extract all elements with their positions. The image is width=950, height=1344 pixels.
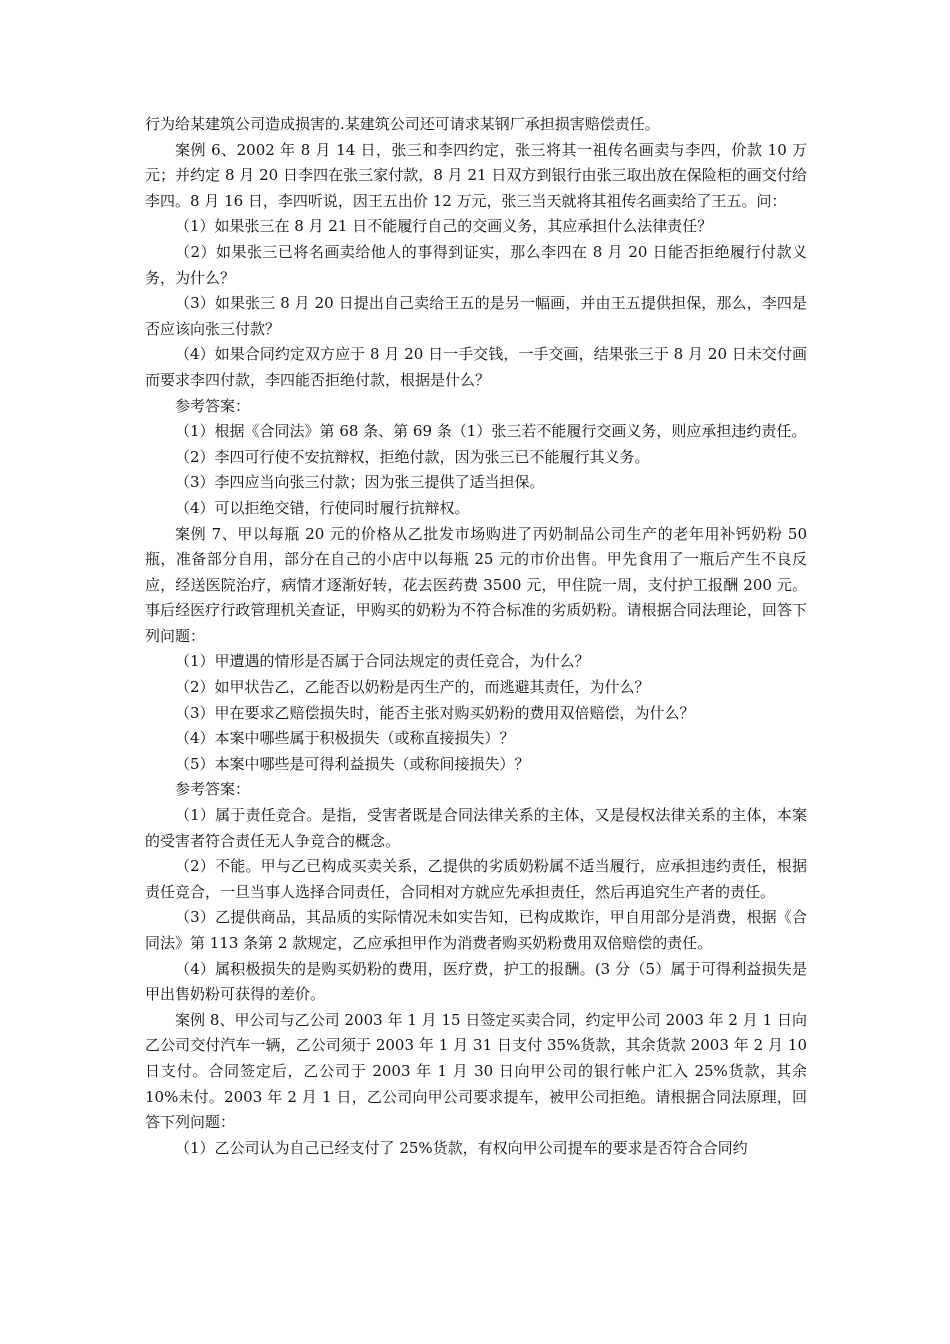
question-item: （1）如果张三在 8 月 21 日不能履行自己的交画义务，其应承担什么法律责任？ [175, 217, 713, 236]
paragraph: 行为给某建筑公司造成损害的.某建筑公司还可请求某钢厂承担损害赔偿责任。 [145, 115, 660, 133]
case-7-paragraph: 案例 7、甲以每瓶 20 元的价格从乙批发市场购进了丙奶制品公司生产的老年用补钙奶粉 50 瓶，准备部分自用，部分在自己的小店中以每瓶 25 元的市价出售。甲先食用了一瓶后产生不良反应，经送医院治疗，病情才逐渐好转，花去医药费 3500 元，甲住院一周，支付护工报酬 200 元。事后经医疗行政管理机关查证，甲购买的奶粉为不符合标准的劣质奶粉。请根据合同法理论，回答下列问题： [145, 524, 807, 645]
case-6-paragraph: 案例 6、2002 年 8 月 14 日，张三和李四约定，张三将其一祖传名画卖与李四，价款 10 万元；并约定 8 月 20 日李四在张三家付款，8 月 21 日双方到银行由张三取出放在保险柜的画交付给李四。8 月 16 日，李四听说，因王五出价 12 万元，张三当天就将其祖传名画卖给了王五。问： [145, 140, 807, 210]
answer-item: （4）属积极损失的是购买奶粉的费用，医疗费，护工的报酬。(3 分（5）属于可得利益损失是甲出售奶粉可获得的差价。 [145, 959, 807, 1004]
answer-item: （2）李四可行使不安抗辩权，拒绝付款，因为张三已不能履行其义务。 [175, 447, 650, 466]
answer-item: （4）可以拒绝交错，行使同时履行抗辩权。 [175, 498, 470, 517]
question-item: （1）乙公司认为自己已经支付了 25%货款，有权向甲公司提车的要求是否符合合同约 [175, 1138, 748, 1157]
answer-item: （3）乙提供商品，其品质的实际情况未如实告知，已构成欺诈，甲自用部分是消费，根据《合同法》第 113 条第 2 款规定，乙应承担甲作为消费者购买奶粉费用双倍赔偿的责任。 [145, 908, 807, 952]
question-item: （3）甲在要求乙赔偿损失时，能否主张对购买奶粉的费用双倍赔偿，为什么？ [175, 703, 695, 722]
answer-item: （1）属于责任竞合。是指，受害者既是合同法律关系的主体，又是侵权法律关系的主体，本案的受害者符合责任无人争竞合的概念。 [145, 806, 807, 850]
question-item: （3）如果张三 8 月 20 日提出自己卖给王五的是另一幅画，并由王五提供担保，那么，李四是否应该向张三付款？ [145, 294, 807, 338]
question-item: （5）本案中哪些是可得利益损失（或称间接损失）？ [175, 754, 530, 773]
question-item: （1）甲遭遇的情形是否属于合同法规定的责任竞合，为什么？ [175, 652, 590, 671]
case-8-paragraph: 案例 8、甲公司与乙公司 2003 年 1 月 15 日签定买卖合同，约定甲公司 2003 年 2 月 1 日向乙公司交付汽车一辆，乙公司须于 2003 年 1 月 31 日支付 35%货款，其余货款 2003 年 2 月 10 日支付。合同签定后，乙公司于 2003 年 1 月 30 日向甲公司的银行帐户汇入 25%货款，其余 10%未付。2003 年 2 月 1 日，乙公司向甲公司要求提车，被甲公司拒绝。请根据合同法原理，回答下列问题： [145, 1010, 807, 1132]
answer-heading: 参考答案： [175, 396, 251, 415]
answer-item: （2）不能。甲与乙已构成买卖关系，乙提供的劣质奶粉属不适当履行，应承担违约责任，根据责任竞合，一旦当事人选择合同责任，合同相对方就应先承担责任，然后再追究生产者的责任。 [145, 857, 807, 901]
question-item: （4）如果合同约定双方应于 8 月 20 日一手交钱，一手交画，结果张三于 8 月 20 日未交付画而要求李四付款，李四能否拒绝付款，根据是什么？ [145, 345, 807, 389]
question-item: （2）如甲状告乙，乙能否以奶粉是丙生产的，而逃避其责任，为什么？ [175, 678, 650, 697]
question-item: （4）本案中哪些属于积极损失（或称直接损失）？ [175, 729, 515, 748]
answer-heading: 参考答案： [175, 780, 251, 799]
answer-item: （1）根据《合同法》第 68 条、第 69 条（1）张三若不能履行交画义务，则应承担违约责任。 [175, 422, 807, 441]
answer-item: （3）李四应当向张三付款；因为张三提供了适当担保。 [175, 473, 545, 492]
document-page [145, 112, 807, 1161]
question-item: （2）如果张三已将名画卖给他人的事得到证实，那么李四在 8 月 20 日能否拒绝履行付款义务，为什么？ [145, 242, 807, 287]
